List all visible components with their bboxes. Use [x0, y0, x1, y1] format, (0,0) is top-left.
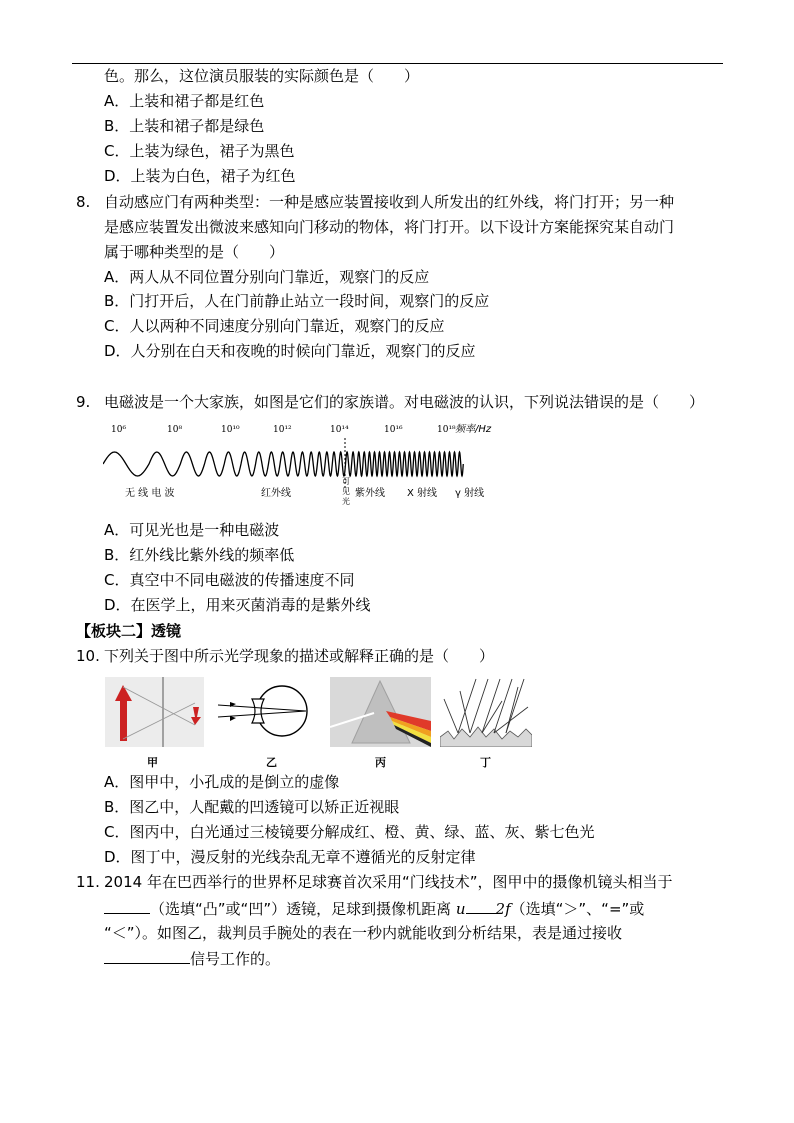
q8-stem-line-1: 自动感应门有两种类型：一种是感应装置接收到人所发出的红外线，将门打开；另一种: [104, 193, 675, 211]
q8-option-a: A．两人从不同位置分别向门靠近，观察门的反应: [104, 268, 430, 286]
q8-number: 8.: [76, 193, 91, 211]
q11-line-2-text: （选填“凸”或“凹”）透镜，足球到摄像机距离: [150, 900, 456, 918]
inverted-image-icon: [191, 707, 201, 725]
q7-option-c: C．上装为绿色，裙子为黑色: [104, 142, 295, 160]
q8-stem-line-2: 是感应装置发出微波来感知向门移动的物体，将门打开。以下设计方案能探究某自动门: [104, 218, 675, 236]
visible-label-char: 光: [342, 497, 350, 506]
q7-option-b: B．上装和裙子都是绿色: [104, 117, 265, 135]
q11-line-2-tail: （选填“＞”、“=”或: [510, 900, 645, 918]
answer-blank[interactable]: [466, 897, 496, 914]
q10-option-a: A．图甲中，小孔成的是倒立的虚像: [104, 773, 340, 791]
q9-option-b: B．红外线比紫外线的频率低: [104, 546, 295, 564]
q9-number: 9.: [76, 393, 91, 411]
q7-stem: 色。那么，这位演员服装的实际颜色是（ ）: [104, 67, 420, 85]
q11-line-2: [104, 897, 644, 920]
figure-label: 甲: [147, 756, 158, 769]
freq-unit-label: 频率/Hz: [455, 424, 492, 435]
arrow-icon: [230, 716, 236, 721]
variable-2f: 2f: [495, 900, 511, 918]
figure-diffuse-reflection: [440, 677, 532, 747]
q11-line-4: [104, 947, 280, 970]
freq-label: 10¹⁰: [221, 425, 240, 435]
section-title: 【板块二】透镜: [76, 622, 182, 640]
q10-option-b: B．图乙中，人配戴的凹透镜可以矫正近视眼: [104, 798, 400, 816]
q7-option-d: D．上装为白色，裙子为红色: [104, 167, 296, 185]
freq-label: 10¹²: [273, 425, 292, 435]
figure-eye-lens: [214, 677, 322, 747]
visible-label-char: 见: [342, 487, 350, 496]
q9-stem: 电磁波是一个大家族，如图是它们的家族谱。对电磁波的认识，下列说法错误的是（ ）: [104, 393, 705, 411]
band-label-infrared: 红外线: [261, 488, 291, 499]
q8-option-b: B．门打开后，人在门前静止站立一段时间，观察门的反应: [104, 292, 490, 310]
em-spectrum-figure: [103, 418, 503, 518]
band-label-gamma: γ 射线: [455, 488, 485, 499]
figure-label: 丙: [375, 756, 386, 769]
prism-icon: [352, 681, 410, 743]
q8-option-d: D．人分别在白天和夜晚的时候向门靠近，观察门的反应: [104, 342, 476, 360]
q11-line-4-text: 信号工作的。: [190, 950, 281, 968]
band-label-ultraviolet: 紫外线: [355, 488, 385, 499]
q10-number: 10.: [76, 647, 100, 665]
header-rule: [72, 63, 723, 64]
q9-option-a: A．可见光也是一种电磁波: [104, 521, 280, 539]
freq-label: 10⁸: [167, 425, 183, 435]
q8-option-c: C．人以两种不同速度分别向门靠近，观察门的反应: [104, 317, 445, 335]
wave-curve: [103, 452, 463, 476]
figure-prism: [330, 677, 431, 747]
q10-option-d: D．图丁中，漫反射的光线杂乱无章不遵循光的反射定律: [104, 848, 476, 866]
variable-u: u: [455, 900, 466, 918]
freq-label: 10¹⁴: [330, 425, 349, 435]
q7-option-a: A．上装和裙子都是红色: [104, 92, 265, 110]
q9-option-d: D．在医学上，用来灭菌消毒的是紫外线: [104, 596, 371, 614]
figure-label: 乙: [266, 756, 277, 769]
q10-option-c: C．图丙中，白光通过三棱镜要分解成红、橙、黄、绿、蓝、灰、紫七色光: [104, 823, 595, 841]
q11-line-1: 2014 年在巴西举行的世界杯足球赛首次采用“门线技术”，图甲中的摄像机镜头相当于: [104, 873, 673, 891]
answer-blank[interactable]: [104, 897, 150, 914]
q9-option-c: C．真空中不同电磁波的传播速度不同: [104, 571, 355, 589]
freq-label: 10¹⁶: [384, 425, 403, 435]
em-spectrum-diagram: [103, 418, 503, 518]
freq-label: 10⁶: [111, 425, 127, 435]
visible-label-char: 可: [342, 477, 350, 486]
concave-lens-icon: [252, 699, 264, 723]
q10-stem: 下列关于图中所示光学现象的描述或解释正确的是（ ）: [104, 647, 495, 665]
candle-arrow-icon: [115, 685, 132, 741]
q11-number: 11.: [76, 873, 100, 891]
band-label-xray: X 射线: [407, 488, 438, 499]
rough-surface: [440, 727, 532, 747]
band-label-radio: 无 线 电 波: [125, 488, 175, 499]
freq-label: 10¹⁸: [437, 425, 456, 435]
figure-pinhole: [105, 677, 204, 747]
answer-blank[interactable]: [104, 947, 190, 964]
figure-label: 丁: [480, 756, 491, 769]
q8-stem-line-3: 属于哪种类型的是（ ）: [104, 243, 285, 261]
q11-line-3: “＜”）。如图乙，裁判员手腕处的表在一秒内就能收到分析结果，表是通过接收: [104, 924, 623, 942]
